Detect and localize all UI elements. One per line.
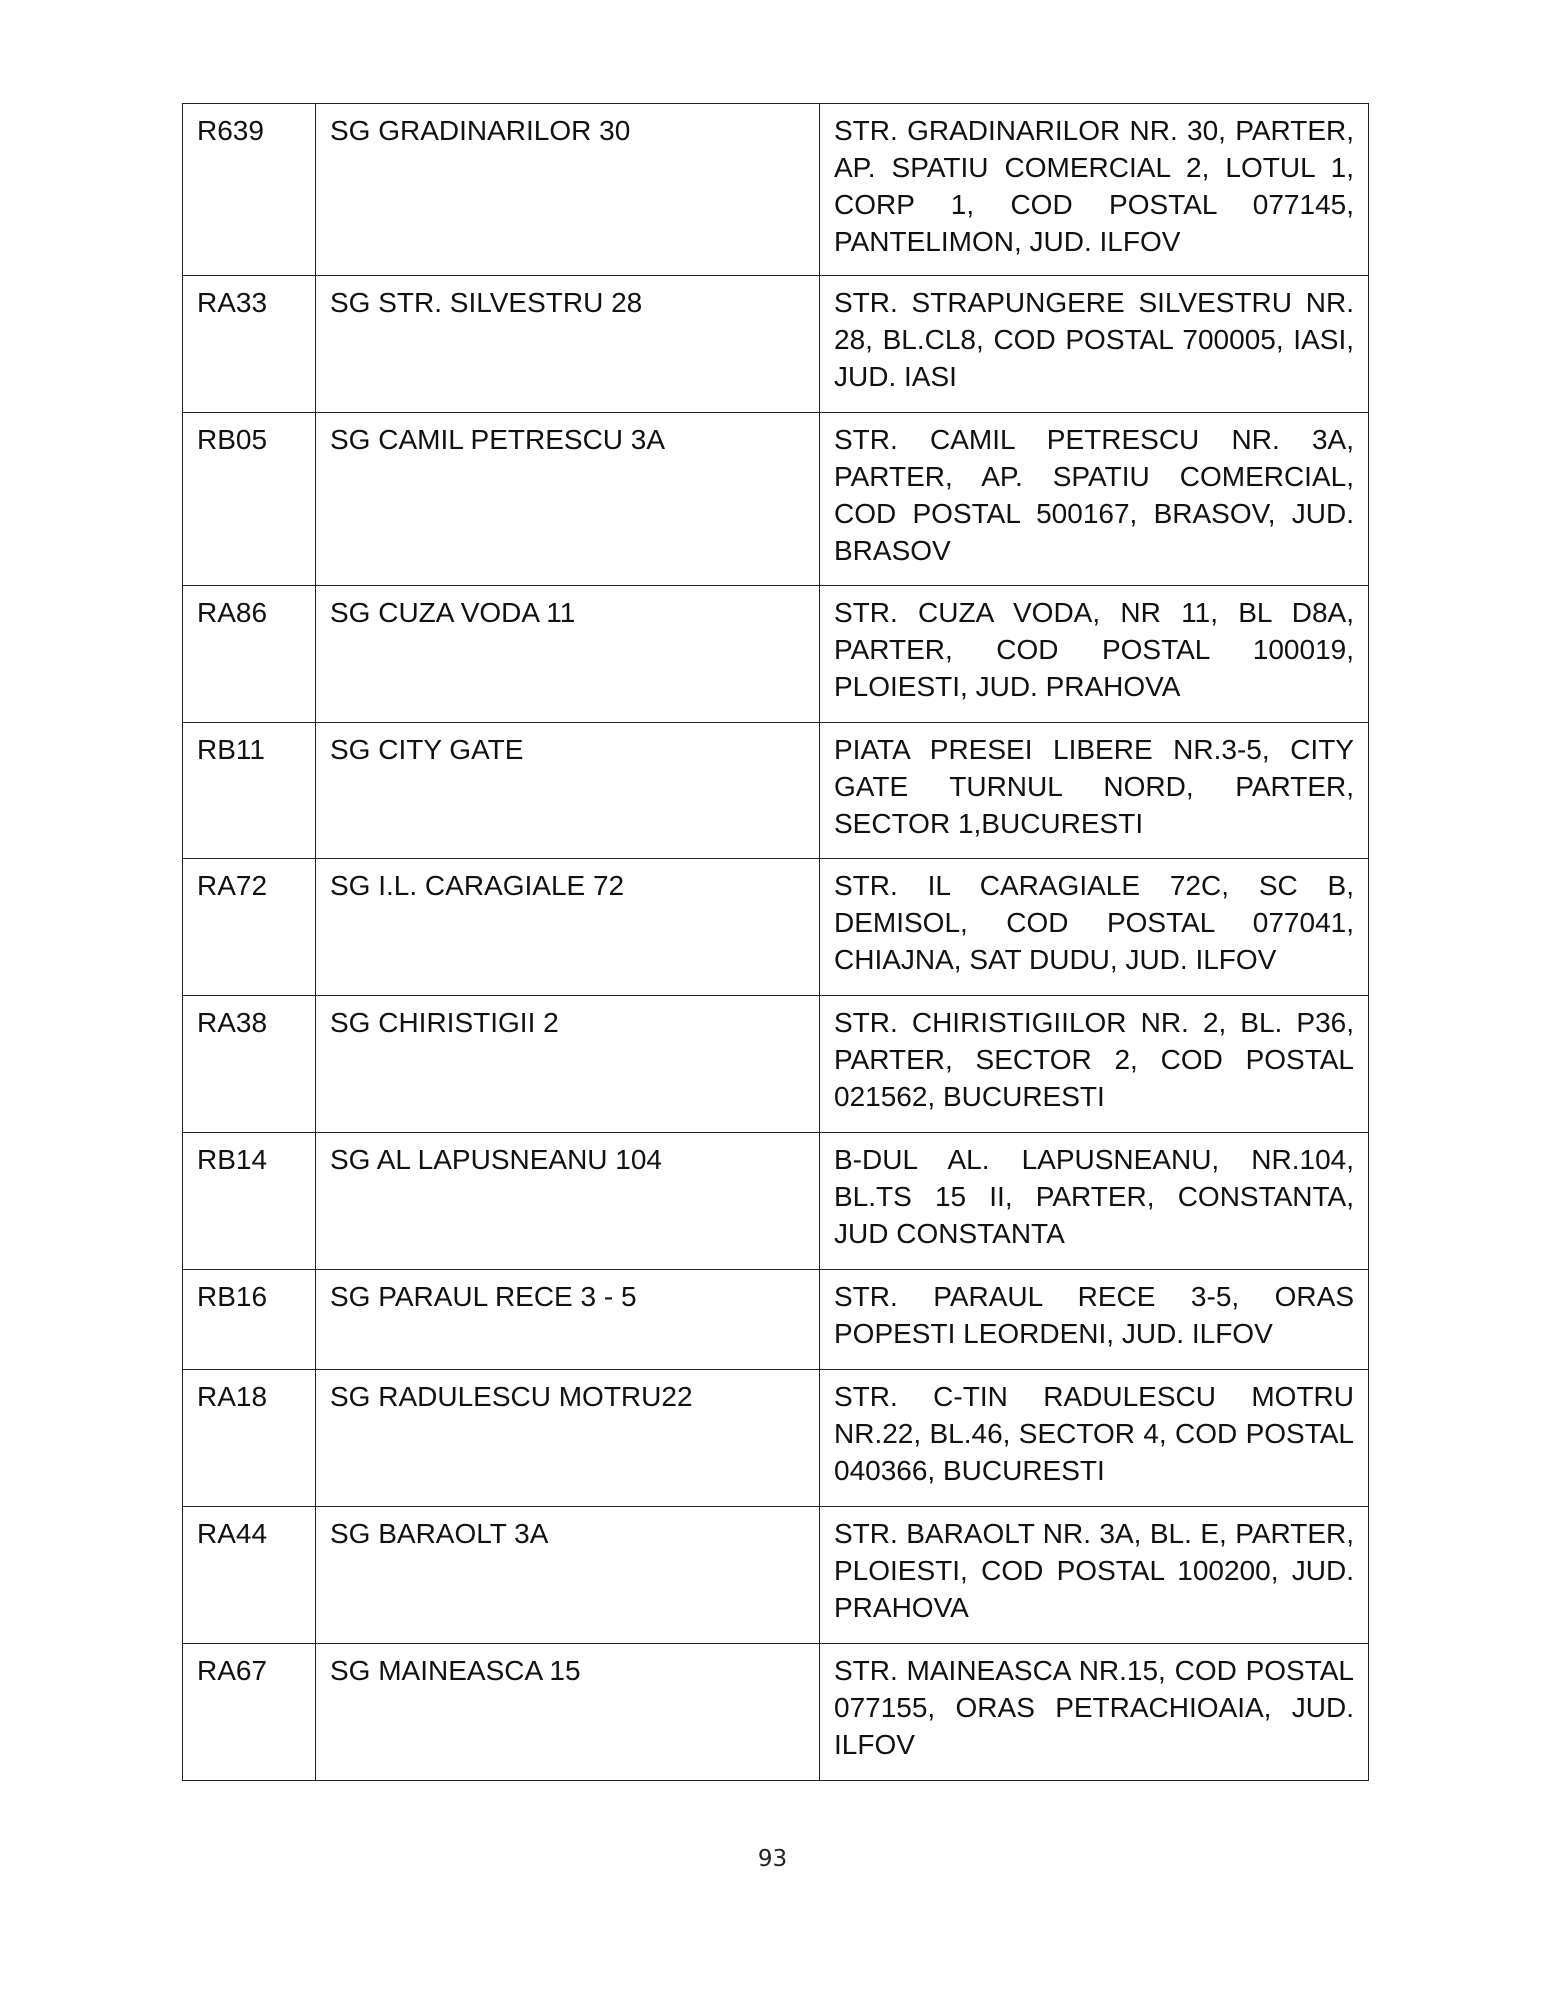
location-address: STR. C-TIN RADULESCU MOTRU NR.22, BL.46, SECTOR 4, COD POSTAL 040366, BUCURESTI	[820, 1370, 1369, 1507]
location-name: SG I.L. CARAGIALE 72	[316, 859, 820, 996]
table-row	[183, 104, 1369, 276]
table-row	[183, 1370, 1369, 1507]
location-name: SG PARAUL RECE 3 - 5	[316, 1270, 820, 1370]
location-address: STR. CUZA VODA, NR 11, BL D8A, PARTER, COD POSTAL 100019, PLOIESTI, JUD. PRAHOVA	[820, 586, 1369, 723]
location-address: STR. PARAUL RECE 3-5, ORAS POPESTI LEORDENI, JUD. ILFOV	[820, 1270, 1369, 1370]
location-address: STR. BARAOLT NR. 3A, BL. E, PARTER, PLOIESTI, COD POSTAL 100200, JUD. PRAHOVA	[820, 1507, 1369, 1644]
table-row	[183, 1270, 1369, 1370]
table-row	[183, 1133, 1369, 1270]
location-code: R639	[183, 104, 316, 276]
table-row	[183, 859, 1369, 996]
locations-table	[182, 103, 1369, 1781]
location-name: SG STR. SILVESTRU 28	[316, 276, 820, 413]
location-code: RA38	[183, 996, 316, 1133]
location-name: SG MAINEASCA 15	[316, 1644, 820, 1781]
location-address: STR. GRADINARILOR NR. 30, PARTER, AP. SPATIU COMERCIAL 2, LOTUL 1, CORP 1, COD POSTAL 077145, PANTELIMON, JUD. ILFOV	[820, 104, 1369, 276]
location-name: SG BARAOLT 3A	[316, 1507, 820, 1644]
location-address: STR. MAINEASCA NR.15, COD POSTAL 077155, ORAS PETRACHIOAIA, JUD. ILFOV	[820, 1644, 1369, 1781]
location-address: STR. IL CARAGIALE 72C, SC B, DEMISOL, COD POSTAL 077041, CHIAJNA, SAT DUDU, JUD. ILFOV	[820, 859, 1369, 996]
location-address: STR. CHIRISTIGIILOR NR. 2, BL. P36, PARTER, SECTOR 2, COD POSTAL 021562, BUCURESTI	[820, 996, 1369, 1133]
table-row	[183, 413, 1369, 586]
location-name: SG CAMIL PETRESCU 3A	[316, 413, 820, 586]
page-number: 93	[757, 1846, 788, 1872]
location-address: PIATA PRESEI LIBERE NR.3-5, CITY GATE TURNUL NORD, PARTER, SECTOR 1,BUCURESTI	[820, 723, 1369, 859]
location-code: RA44	[183, 1507, 316, 1644]
location-address: B-DUL AL. LAPUSNEANU, NR.104, BL.TS 15 II, PARTER, CONSTANTA, JUD CONSTANTA	[820, 1133, 1369, 1270]
location-name: SG RADULESCU MOTRU22	[316, 1370, 820, 1507]
location-code: RA33	[183, 276, 316, 413]
location-code: RA86	[183, 586, 316, 723]
location-code: RB14	[183, 1133, 316, 1270]
table-row	[183, 1644, 1369, 1781]
location-name: SG CITY GATE	[316, 723, 820, 859]
location-name: SG CHIRISTIGII 2	[316, 996, 820, 1133]
location-name: SG GRADINARILOR 30	[316, 104, 820, 276]
location-address: STR. STRAPUNGERE SILVESTRU NR. 28, BL.CL8, COD POSTAL 700005, IASI, JUD. IASI	[820, 276, 1369, 413]
location-code: RB05	[183, 413, 316, 586]
table-row	[183, 586, 1369, 723]
table-row	[183, 723, 1369, 859]
location-code: RB16	[183, 1270, 316, 1370]
table-row	[183, 276, 1369, 413]
table-row	[183, 1507, 1369, 1644]
location-code: RA18	[183, 1370, 316, 1507]
location-code: RA67	[183, 1644, 316, 1781]
location-code: RA72	[183, 859, 316, 996]
location-code: RB11	[183, 723, 316, 859]
table-row	[183, 996, 1369, 1133]
location-name: SG CUZA VODA 11	[316, 586, 820, 723]
location-address: STR. CAMIL PETRESCU NR. 3A, PARTER, AP. SPATIU COMERCIAL, COD POSTAL 500167, BRASOV, JUD. BRASOV	[820, 413, 1369, 586]
location-name: SG AL LAPUSNEANU 104	[316, 1133, 820, 1270]
